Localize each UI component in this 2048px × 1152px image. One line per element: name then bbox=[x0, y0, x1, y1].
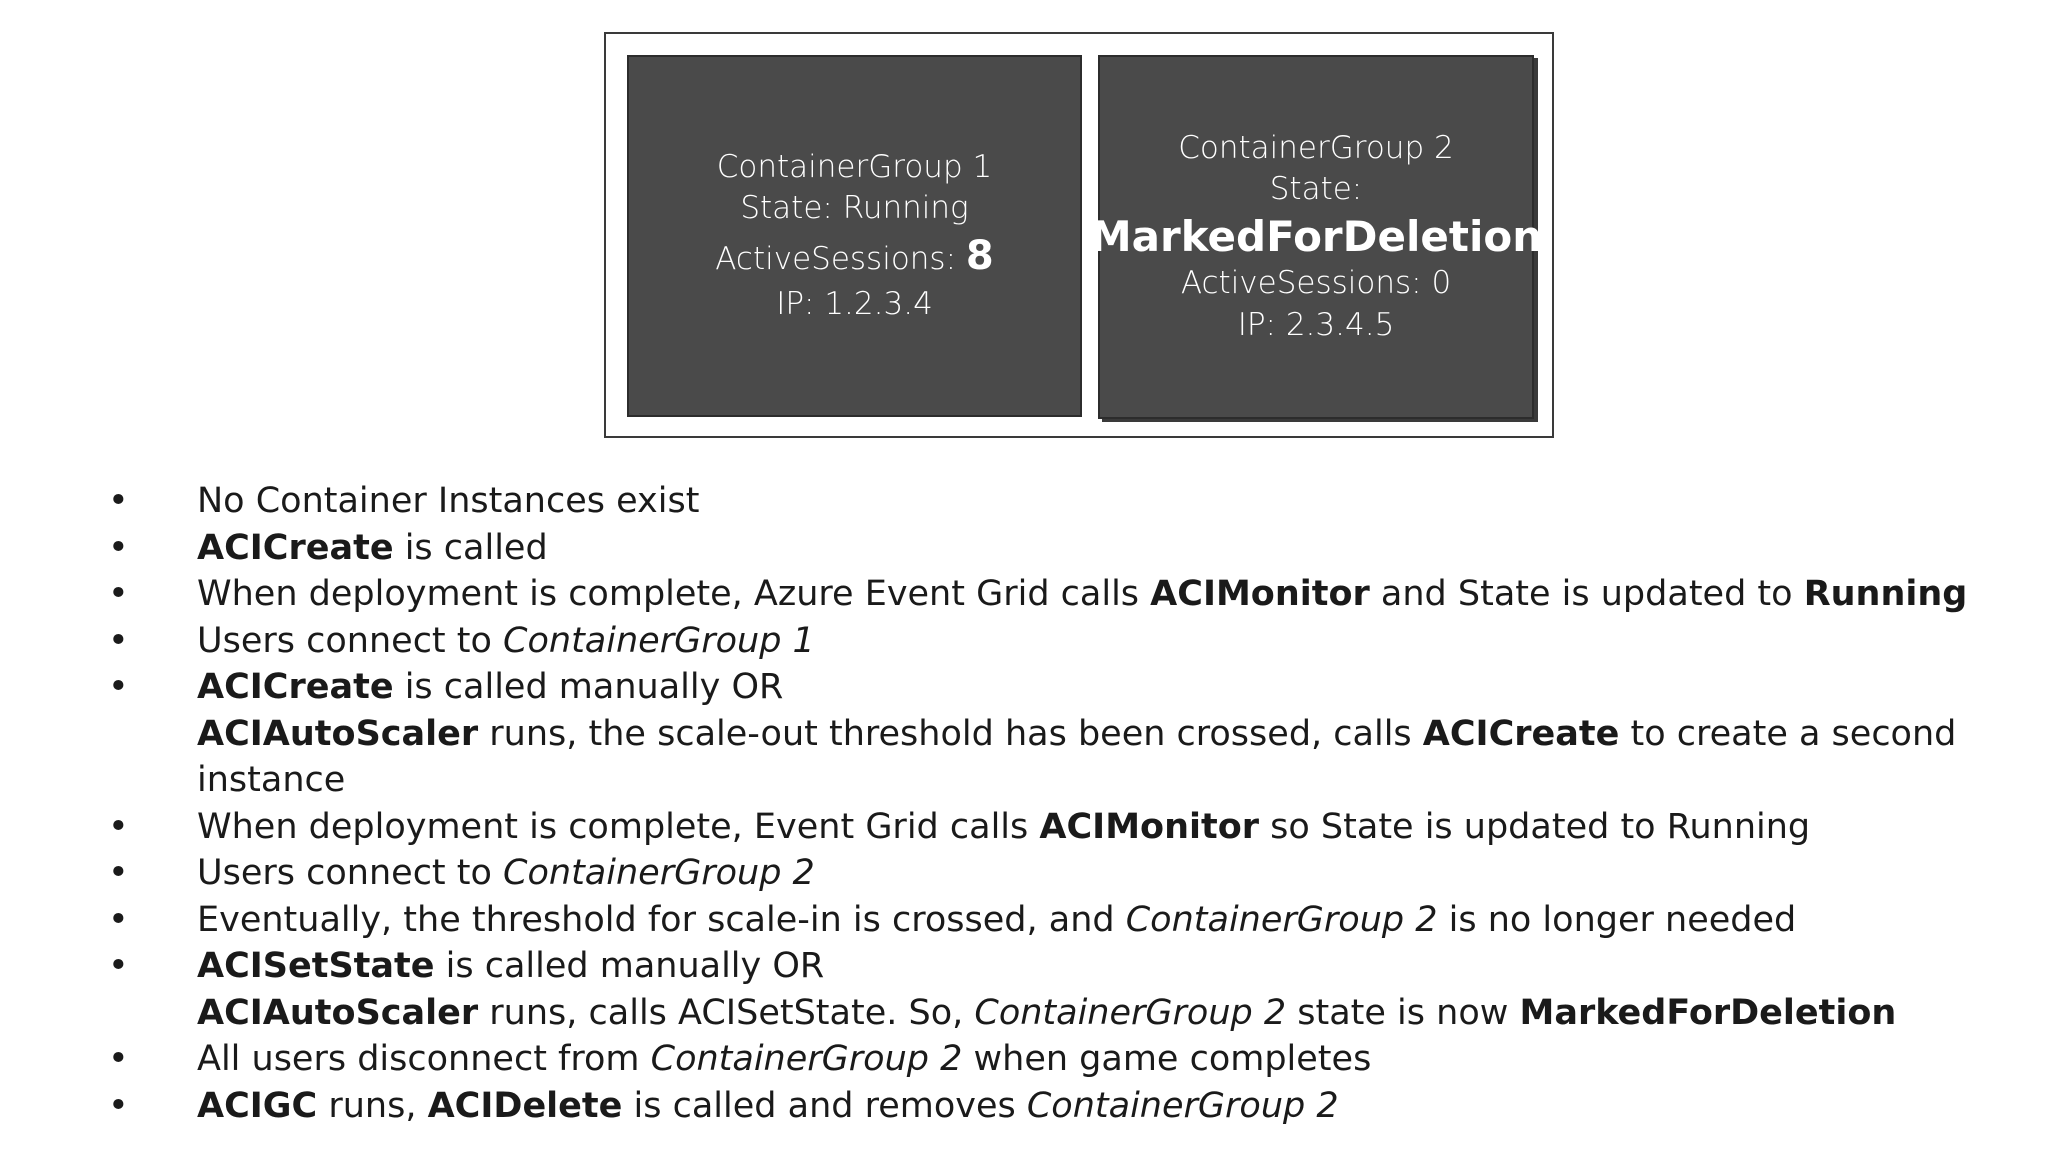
group2-ip: IP: 2.3.4.5 bbox=[1237, 306, 1395, 343]
step-text: so State is updated to Running bbox=[1259, 806, 1811, 847]
list-item bbox=[0, 804, 2048, 851]
bullet: • bbox=[108, 574, 129, 614]
group2-name: ContainerGroup 2 bbox=[1178, 129, 1454, 166]
list-item bbox=[0, 571, 2048, 618]
bullet: • bbox=[108, 806, 129, 847]
step-italic-text: ContainerGroup 1 bbox=[503, 620, 815, 661]
step-text: is called manually OR bbox=[393, 667, 784, 707]
list-item-continuation bbox=[0, 757, 2048, 804]
step-text: All users disconnect from bbox=[197, 1039, 651, 1079]
bullet: • bbox=[108, 667, 129, 707]
group1-sessions-label: ActiveSessions: bbox=[715, 240, 966, 277]
list-item bbox=[0, 1036, 2048, 1083]
group1-sessions-value: 8 bbox=[965, 232, 994, 279]
bullet: • bbox=[108, 527, 129, 568]
step-bold-text: ACISetState bbox=[197, 946, 435, 986]
bullet: • bbox=[108, 620, 129, 661]
step-text: runs, calls ACISetState. So, bbox=[478, 992, 975, 1033]
list-item bbox=[0, 897, 2048, 944]
step-bold-text: ACICreate bbox=[197, 527, 394, 568]
step-bold-text: ACICreate bbox=[1422, 713, 1620, 754]
container-group-2-box bbox=[1089, 55, 1543, 419]
step-bold-text: ACIGC bbox=[197, 1085, 318, 1126]
group2-state-label: State: bbox=[1269, 171, 1363, 208]
step-text: runs, bbox=[317, 1085, 428, 1126]
step-bold-text: ACIDelete bbox=[427, 1085, 623, 1126]
step-bold-text: ACIAutoScaler bbox=[197, 713, 479, 754]
steps-list bbox=[0, 478, 2048, 1129]
step-bold-text: ACIMonitor bbox=[1150, 574, 1370, 614]
step-text: Eventually, the threshold for scale-in is crossed, and bbox=[197, 899, 1126, 940]
step-bold-text: Running bbox=[1803, 574, 1968, 614]
step-text: when game completes bbox=[962, 1039, 1372, 1079]
step-italic-text: ContainerGroup 2 bbox=[650, 1039, 963, 1079]
step-italic-text: ContainerGroup 2 bbox=[974, 992, 1287, 1033]
list-item bbox=[0, 664, 2048, 711]
list-item bbox=[0, 943, 2048, 990]
list-item bbox=[0, 618, 2048, 665]
bullet: • bbox=[108, 946, 129, 986]
list-item bbox=[0, 1083, 2048, 1130]
group1-sessions bbox=[715, 230, 993, 284]
step-bold-text: ACIAutoScaler bbox=[197, 992, 479, 1033]
step-text: runs, the scale-out threshold has been crossed, calls bbox=[478, 713, 1423, 754]
bullet: • bbox=[108, 853, 129, 893]
bullet: • bbox=[108, 1039, 129, 1079]
step-text: is called and removes bbox=[622, 1085, 1027, 1126]
step-bold-text: ACICreate bbox=[197, 667, 394, 707]
step-text: to create a second bbox=[1619, 713, 1957, 754]
step-bold-text: ACIMonitor bbox=[1039, 806, 1260, 847]
group2-state-value: MarkedForDeletion bbox=[1089, 211, 1543, 261]
step-text: Users connect to bbox=[197, 853, 504, 893]
bullet: • bbox=[108, 1085, 129, 1126]
step-text: No Container Instances exist bbox=[197, 481, 700, 521]
step-text: When deployment is complete, Event Grid calls bbox=[197, 806, 1040, 847]
step-text: is called bbox=[393, 527, 548, 568]
container-group-1-box bbox=[627, 55, 1082, 417]
list-item bbox=[0, 850, 2048, 897]
step-bold-text: MarkedForDeletion bbox=[1519, 992, 1897, 1033]
step-italic-text: ContainerGroup 2 bbox=[503, 853, 815, 893]
group1-ip: IP: 1.2.3.4 bbox=[776, 285, 933, 322]
step-text: is called manually OR bbox=[434, 946, 825, 986]
step-text: state is now bbox=[1286, 992, 1520, 1033]
list-item bbox=[0, 478, 2048, 525]
group2-sessions: ActiveSessions: 0 bbox=[1180, 265, 1452, 302]
group1-state: State: Running bbox=[740, 190, 969, 227]
list-item bbox=[0, 525, 2048, 572]
step-italic-text: ContainerGroup 2 bbox=[1125, 899, 1438, 940]
step-text: Users connect to bbox=[197, 620, 504, 661]
step-text: and State is updated to bbox=[1369, 574, 1804, 614]
list-item-continuation bbox=[0, 711, 2048, 758]
step-text: When deployment is complete, Azure Event Grid calls bbox=[197, 574, 1151, 614]
step-text: instance bbox=[197, 760, 346, 800]
step-italic-text: ContainerGroup 2 bbox=[1026, 1085, 1339, 1126]
step-text: is no longer needed bbox=[1437, 899, 1797, 940]
group1-name: ContainerGroup 1 bbox=[716, 148, 993, 185]
bullet: • bbox=[108, 899, 129, 940]
list-item-continuation bbox=[0, 990, 2048, 1037]
bullet: • bbox=[108, 481, 129, 521]
